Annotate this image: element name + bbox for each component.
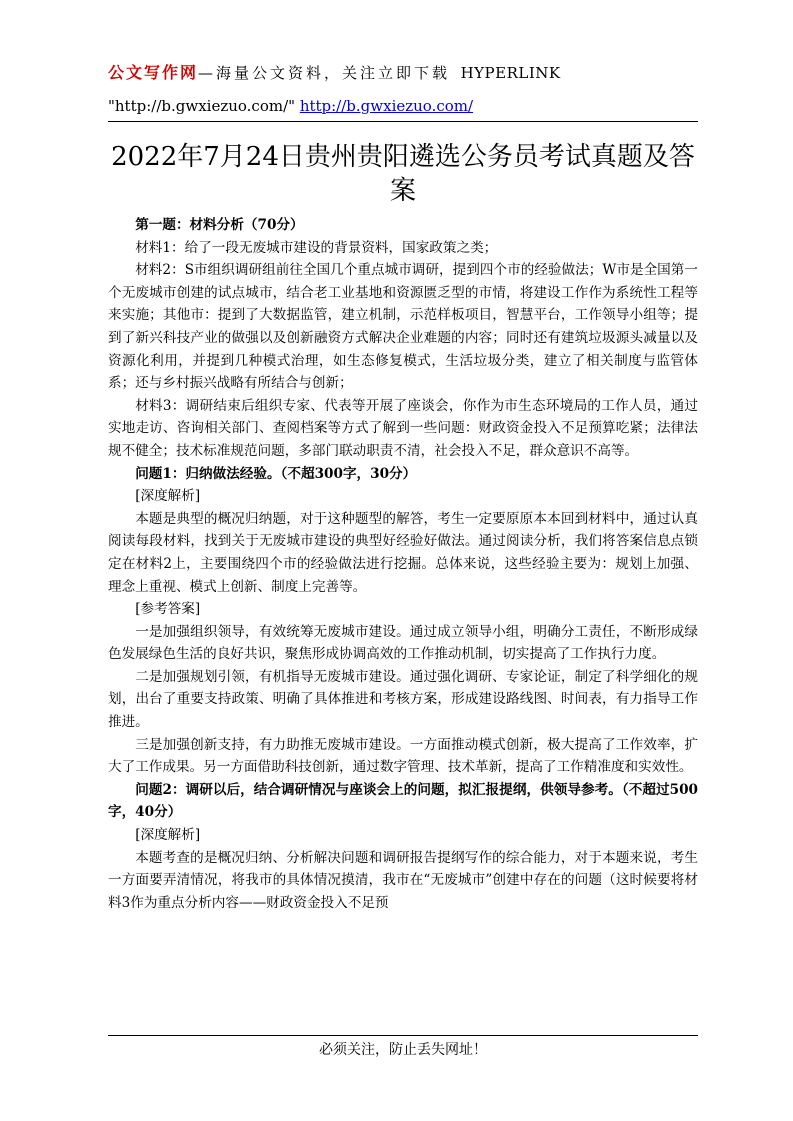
header-link-quoted: "http://b.gwxiezuo.com/" xyxy=(108,97,296,115)
header-link-line xyxy=(108,96,473,116)
footer-divider xyxy=(108,1035,698,1036)
question-heading: 问题1：归纳做法经验。（不超300字，30分） xyxy=(135,465,417,482)
body-paragraph: 本题是典型的概况归纳题，对于这种题型的解答，考生一定要原原本本回到材料中，通过认真阅读每段材料，找到关于无废城市建设的典型好经验好做法。通过阅读分析，我们将答案信息点锁定在材料2上，主要围绕四个市的经验做法进行挖掘。总体来说，这些经验主要为：规划上加强、理念上重视、模式上创新、制度上完善等。 xyxy=(108,510,698,595)
body-paragraph: 二是加强规划引领，有机指导无废城市建设。通过强化调研、专家论证，制定了科学细化的规划，出台了重要支持政策、明确了具体推进和考核方案，形成建设路线图、时间表，有力指导工作推进。 xyxy=(108,668,698,731)
hyperlink-word: HYPERLINK xyxy=(460,64,561,82)
body-paragraph: 三是加强创新支持，有力助推无废城市建设。一方面推动模式创新，极大提高了工作效率，扩大了工作成果。另一方面借助科技创新，通过数字管理、技术革新，提高了工作精准度和实效性。 xyxy=(108,736,698,776)
header-banner xyxy=(108,60,698,86)
body-paragraph: [深度解析] xyxy=(135,488,201,505)
body-paragraph: [参考答案] xyxy=(135,601,201,618)
body-paragraph: 材料2：S市组织调研组前往全国几个重点城市调研，提到四个市的经验做法；W市是全国第一个无废城市创建的试点城市，结合老工业基地和资源匮乏型的市情，将建设工作作为系统性工程等来实施；其他市：提到了大数据监管，建立机制，示范样板项目，智慧平台，工作领导小组等；提到了新兴科技产业的做强以及创新融资方式解决企业难题的内容；同时还有建筑垃圾源头减量以及资源化利用，并提到几种模式治理，如生态修复模式，生活垃圾分类，建立了相关制度与监管体系；还与乡村振兴战略有所结合与创新； xyxy=(108,262,698,392)
body-paragraph: 材料1：给了一段无废城市建设的背景资料，国家政策之类； xyxy=(135,239,498,256)
body-paragraph: [深度解析] xyxy=(135,827,201,844)
question-heading: 第一题：材料分析（70分） xyxy=(135,217,304,233)
body-paragraph: 材料3：调研结束后组织专家、代表等开展了座谈会，你作为市生态环境局的工作人员，通过实地走访、咨询相关部门、查阅档案等方式了解到一些问题：财政资金投入不足预算吃紧；法律法规不健全；技术标准规范问题，多部门联动职责不清，社会投入不足，群众意识不高等。 xyxy=(108,397,698,459)
page-footer: 必须关注，防止丢失网址！ xyxy=(319,1042,487,1058)
brand-name: 公文写作网 xyxy=(108,63,199,82)
document-body xyxy=(108,214,698,914)
page-title: 2022年7月24日贵州贵阳遴选公务员考试真题及答案 xyxy=(111,142,695,206)
header-tagline: —海量公文资料，关注立即下载 xyxy=(198,64,451,82)
page-header xyxy=(108,60,698,115)
header-divider xyxy=(108,121,698,122)
header-link[interactable]: http://b.gwxiezuo.com/ xyxy=(299,97,474,115)
body-paragraph: 本题考查的是概况归纳、分析解决问题和调研报告提纲写作的综合能力，对于本题来说，考生一方面要弄清情况，将我市的具体情况摸清，我市在“无废城市”创建中存在的问题（这时候要将材料3作为重点分析内容——财政资金投入不足预 xyxy=(108,849,698,911)
question-heading: 问题2：调研以后，结合调研情况与座谈会上的问题，拟汇报提纲，供领导参考。（不超过500字，40分） xyxy=(108,781,698,821)
body-paragraph: 一是加强组织领导，有效统筹无废城市建设。通过成立领导小组，明确分工责任，不断形成绿色发展绿色生活的良好共识，聚焦形成协调高效的工作推动机制，切实提高了工作执行力度。 xyxy=(108,623,698,663)
